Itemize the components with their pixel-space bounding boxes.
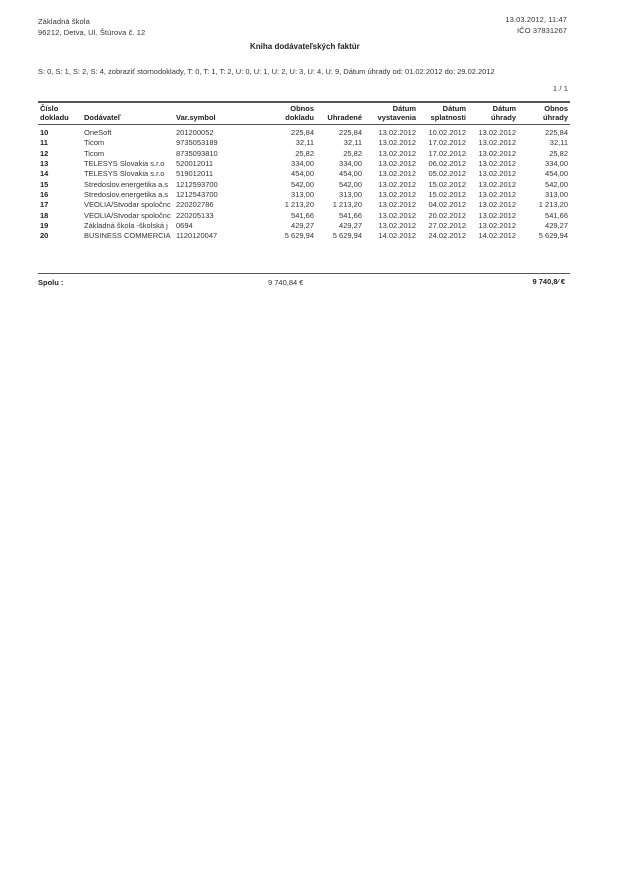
cell-supplier: TELESYS Slovakia s.r.o: [84, 159, 165, 169]
cell-number: 16: [40, 189, 49, 199]
cell-paydate: 13.02.2012: [478, 159, 516, 169]
cell-due: 24.02.2012: [428, 231, 466, 241]
cell-issued: 13.02.2012: [378, 169, 416, 179]
cell-paid: 541,66: [339, 210, 362, 220]
cell-issued: 13.02.2012: [378, 200, 416, 210]
cell-due: 10.02.2012: [428, 128, 466, 138]
cell-due: 17.02.2012: [428, 148, 466, 158]
cell-varsymbol: 201200052: [176, 128, 214, 138]
col-header-num: Číslo dokladu: [40, 104, 69, 122]
table-row: [38, 138, 570, 148]
cell-payamount: 32,11: [549, 138, 568, 148]
table-top-rule: [38, 101, 570, 103]
print-timestamp: 13.03.2012, 11:47: [505, 15, 567, 24]
cell-paydate: 14.02.2012: [478, 231, 516, 241]
cell-issued: 13.02.2012: [378, 128, 416, 138]
cell-issued: 13.02.2012: [378, 138, 416, 148]
cell-paid: 32,11: [343, 138, 362, 148]
cell-varsymbol: 220205133: [176, 210, 214, 220]
cell-issued: 13.02.2012: [378, 179, 416, 189]
cell-varsymbol: 520012011: [176, 159, 213, 169]
table-row: [38, 149, 570, 159]
cell-amount: 32,11: [295, 138, 314, 148]
cell-due: 05.02.2012: [428, 169, 466, 179]
cell-number: 18: [40, 210, 49, 220]
cell-varsymbol: 1212543700: [176, 189, 218, 199]
cell-paid: 542,00: [339, 179, 362, 189]
cell-number: 20: [40, 231, 49, 241]
col-header-varsymbol: Var.symbol: [176, 113, 216, 122]
cell-issued: 14.02.2012: [378, 231, 416, 241]
totals-label: Spolu :: [38, 278, 64, 287]
table-body: [38, 128, 570, 241]
cell-amount: 25,82: [295, 148, 314, 158]
table-row: [38, 159, 570, 169]
invoice-table: [38, 104, 570, 241]
cell-paydate: 13.02.2012: [478, 138, 516, 148]
cell-due: 04.02.2012: [428, 200, 466, 210]
cell-amount: 313,00: [291, 189, 314, 199]
cell-payamount: 313,00: [545, 189, 568, 199]
cell-payamount: 429,27: [545, 220, 568, 230]
cell-due: 15.02.2012: [428, 189, 466, 199]
cell-number: 19: [40, 220, 49, 230]
table-row: [38, 200, 570, 210]
table-row: [38, 179, 570, 189]
cell-amount: 541,66: [291, 210, 314, 220]
cell-varsymbol: 0694: [176, 220, 193, 230]
cell-due: 20.02.2012: [428, 210, 466, 220]
table-row: [38, 190, 570, 200]
cell-number: 14: [40, 169, 49, 179]
col-header-paid: Uhradené: [327, 113, 362, 122]
cell-varsymbol: 220202786: [176, 200, 214, 210]
table-row: [38, 210, 570, 220]
table-header-row: [38, 104, 570, 125]
cell-paid: 25,82: [343, 148, 362, 158]
cell-payamount: 542,00: [545, 179, 568, 189]
cell-paydate: 13.02.2012: [478, 169, 516, 179]
school-address: 96212, Detva, Ul. Štúrova č. 12: [38, 28, 146, 37]
cell-payamount: 225,84: [545, 128, 568, 138]
totals-payamount: 9 740,8⁄ €: [532, 277, 565, 286]
cell-number: 12: [40, 148, 49, 158]
cell-paid: 334,00: [339, 159, 362, 169]
cell-amount: 454,00: [291, 169, 314, 179]
cell-issued: 13.02.2012: [378, 220, 416, 230]
cell-paid: 5 629,94: [332, 231, 362, 241]
cell-paid: 1 213,20: [332, 200, 362, 210]
cell-supplier: Stredoslov.energetika a.s: [84, 189, 169, 199]
cell-paydate: 13.02.2012: [478, 148, 516, 158]
table-row: [38, 128, 570, 138]
cell-payamount: 5 629,94: [538, 231, 568, 241]
page-number: 1 / 1: [552, 84, 568, 93]
ico-number: IČO 37831267: [517, 26, 567, 35]
cell-supplier: Ticom: [84, 148, 105, 158]
cell-supplier: VEOLIA/Stvodar spoločnc: [84, 200, 171, 210]
cell-amount: 429,27: [291, 220, 314, 230]
cell-amount: 1 213,20: [284, 200, 314, 210]
cell-supplier: Ticom: [84, 138, 105, 148]
cell-supplier: BUSINESS COMMERCIA: [84, 231, 171, 241]
cell-paydate: 13.02.2012: [478, 200, 516, 210]
cell-due: 17.02.2012: [428, 138, 466, 148]
cell-varsymbol: 9735053189: [176, 138, 218, 148]
cell-paydate: 13.02.2012: [478, 189, 516, 199]
totals-amount: 9 740,84 €: [268, 278, 304, 287]
cell-payamount: 541,66: [545, 210, 568, 220]
cell-supplier: OneSoft: [84, 128, 112, 138]
cell-paydate: 13.02.2012: [478, 128, 516, 138]
cell-payamount: 334,00: [545, 159, 568, 169]
col-header-amount: Obnos dokladu: [285, 104, 314, 122]
cell-supplier: TELESYS Slovakia s.r.o: [84, 169, 165, 179]
cell-supplier: Stredoslov.energetika a.s: [84, 179, 169, 189]
cell-amount: 225,84: [291, 128, 314, 138]
table-row: [38, 231, 570, 241]
cell-issued: 13.02.2012: [378, 159, 416, 169]
cell-due: 15.02.2012: [428, 179, 466, 189]
table-row: [38, 169, 570, 179]
cell-varsymbol: 519012011: [176, 169, 213, 179]
cell-number: 10: [40, 128, 49, 138]
col-header-issued: Dátum vystavenia: [377, 104, 416, 122]
cell-paid: 313,00: [339, 189, 362, 199]
col-header-due: Dátum splatnosti: [430, 104, 466, 122]
cell-amount: 334,00: [291, 159, 314, 169]
cell-paid: 429,27: [339, 220, 362, 230]
cell-issued: 13.02.2012: [378, 189, 416, 199]
cell-issued: 13.02.2012: [378, 210, 416, 220]
cell-number: 13: [40, 159, 49, 169]
cell-amount: 542,00: [291, 179, 314, 189]
cell-payamount: 25,82: [549, 148, 568, 158]
cell-varsymbol: 1212593700: [176, 179, 218, 189]
cell-issued: 13.02.2012: [378, 148, 416, 158]
cell-varsymbol: 1120120047: [176, 231, 218, 241]
cell-supplier: VEOLIA/Stvodar spoločnc: [84, 210, 171, 220]
cell-supplier: Základná škola -školská j: [84, 220, 168, 230]
col-header-payamount: Obnos úhrady: [542, 104, 568, 122]
cell-payamount: 454,00: [545, 169, 568, 179]
cell-paydate: 13.02.2012: [478, 179, 516, 189]
cell-number: 17: [40, 200, 49, 210]
cell-payamount: 1 213,20: [538, 200, 568, 210]
table-bottom-rule: [38, 273, 570, 274]
col-header-paydate: Dátum úhrady: [490, 104, 516, 122]
school-name: Základná škola: [38, 17, 90, 26]
cell-paid: 225,84: [339, 128, 362, 138]
cell-paid: 454,00: [339, 169, 362, 179]
cell-amount: 5 629,94: [284, 231, 314, 241]
cell-due: 06.02.2012: [428, 159, 466, 169]
cell-number: 15: [40, 179, 49, 189]
cell-paydate: 13.02.2012: [478, 220, 516, 230]
col-header-supplier: Dodávateľ: [84, 113, 121, 122]
cell-due: 27.02.2012: [428, 220, 466, 230]
page-title: Kniha dodávateľských faktúr: [250, 42, 360, 51]
cell-number: 11: [40, 138, 48, 148]
filter-criteria: S: 0, S: 1, S: 2, S: 4, zobraziť stornodoklady, T: 0, T: 1, T: 2, U: 0, U: 1, U: 2, U: 3, U: 4, U: 9, Dátum úhrady od: 01.02.2012 do: 29.02.2012: [38, 67, 495, 76]
cell-varsymbol: 8735093810: [176, 148, 218, 158]
cell-paydate: 13.02.2012: [478, 210, 516, 220]
table-row: [38, 221, 570, 231]
